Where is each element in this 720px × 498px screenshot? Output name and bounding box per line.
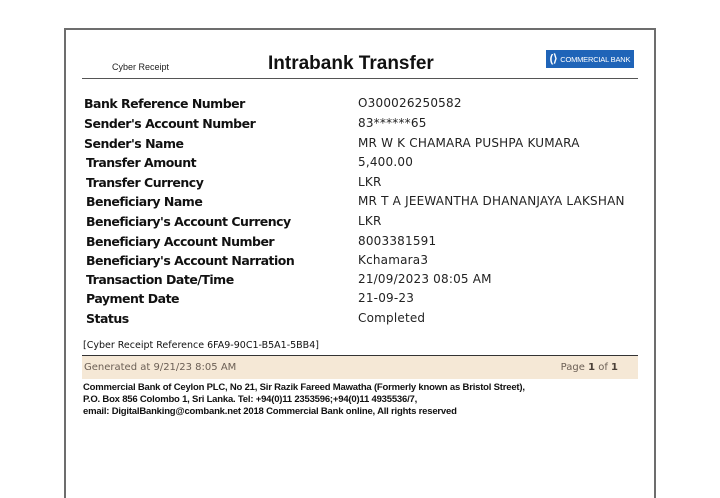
page-prefix: Page bbox=[560, 362, 589, 373]
footer-line: Commercial Bank of Ceylon PLC, No 21, Sir Razik Fareed Mawatha (Formerly known as Bristol Street), bbox=[83, 382, 525, 393]
field-value: LKR bbox=[358, 214, 382, 228]
field-label: Sender's Account Number bbox=[84, 116, 256, 131]
field-row bbox=[84, 194, 640, 212]
field-label: Transfer Amount bbox=[86, 155, 197, 170]
field-value: MR W K CHAMARA PUSHPA KUMARA bbox=[358, 136, 580, 150]
field-value: Kchamara3 bbox=[358, 253, 429, 267]
field-row bbox=[84, 234, 640, 252]
field-row bbox=[84, 175, 640, 193]
field-row bbox=[84, 214, 640, 232]
cyber-receipt-reference: [Cyber Receipt Reference 6FA9-90C1-B5A1-5BB4] bbox=[83, 340, 319, 351]
field-value: O300026250582 bbox=[358, 96, 462, 110]
bank-logo-text: COMMERCIAL BANK bbox=[560, 54, 631, 64]
field-value: 21-09-23 bbox=[358, 291, 415, 305]
field-label: Beneficiary's Account Narration bbox=[86, 253, 295, 268]
field-label: Beneficiary Account Number bbox=[86, 234, 275, 249]
receipt-header bbox=[82, 48, 638, 79]
field-label: Transfer Currency bbox=[86, 175, 204, 190]
field-label: Transaction Date/Time bbox=[86, 272, 234, 287]
field-row bbox=[84, 291, 640, 309]
page-of: of bbox=[595, 362, 612, 373]
field-row bbox=[84, 96, 640, 114]
field-value: LKR bbox=[358, 175, 382, 189]
page-current: 1 bbox=[588, 362, 596, 373]
footer-line: P.O. Box 856 Colombo 1, Sri Lanka. Tel: +94(0)11 2353596;+94(0)11 4935536/7, bbox=[83, 394, 418, 405]
cyber-receipt-label: Cyber Receipt bbox=[112, 62, 170, 72]
field-row bbox=[84, 272, 640, 290]
field-row bbox=[84, 311, 640, 329]
generated-bar bbox=[82, 355, 638, 379]
field-value: Completed bbox=[358, 311, 426, 325]
field-label: Status bbox=[86, 311, 129, 326]
field-value: 5,400.00 bbox=[358, 155, 414, 169]
field-label: Sender's Name bbox=[84, 136, 184, 151]
field-value: 8003381591 bbox=[358, 234, 437, 248]
field-value: MR T A JEEWANTHA DHANANJAYA LAKSHAN bbox=[358, 194, 625, 208]
field-label: Bank Reference Number bbox=[84, 96, 245, 111]
field-row bbox=[84, 136, 640, 154]
field-value: 83******65 bbox=[358, 116, 427, 130]
field-label: Beneficiary Name bbox=[86, 194, 203, 209]
page-total: 1 bbox=[611, 362, 618, 373]
bank-footer bbox=[83, 382, 603, 418]
footer-line: email: DigitalBanking@combank.net 2018 Commercial Bank online, All rights reserved bbox=[83, 406, 457, 417]
page-indicator bbox=[561, 362, 618, 373]
page-title: Intrabank Transfer bbox=[268, 53, 434, 74]
bank-logo bbox=[546, 50, 634, 68]
bank-logo-icon: (⟩ bbox=[549, 52, 558, 65]
field-label: Payment Date bbox=[86, 291, 180, 306]
field-label: Beneficiary's Account Currency bbox=[86, 214, 291, 229]
generated-at: Generated at 9/21/23 8:05 AM bbox=[84, 362, 237, 373]
field-value: 21/09/2023 08:05 AM bbox=[358, 272, 492, 286]
field-row bbox=[84, 155, 640, 173]
field-row bbox=[84, 116, 640, 134]
field-row bbox=[84, 253, 640, 271]
